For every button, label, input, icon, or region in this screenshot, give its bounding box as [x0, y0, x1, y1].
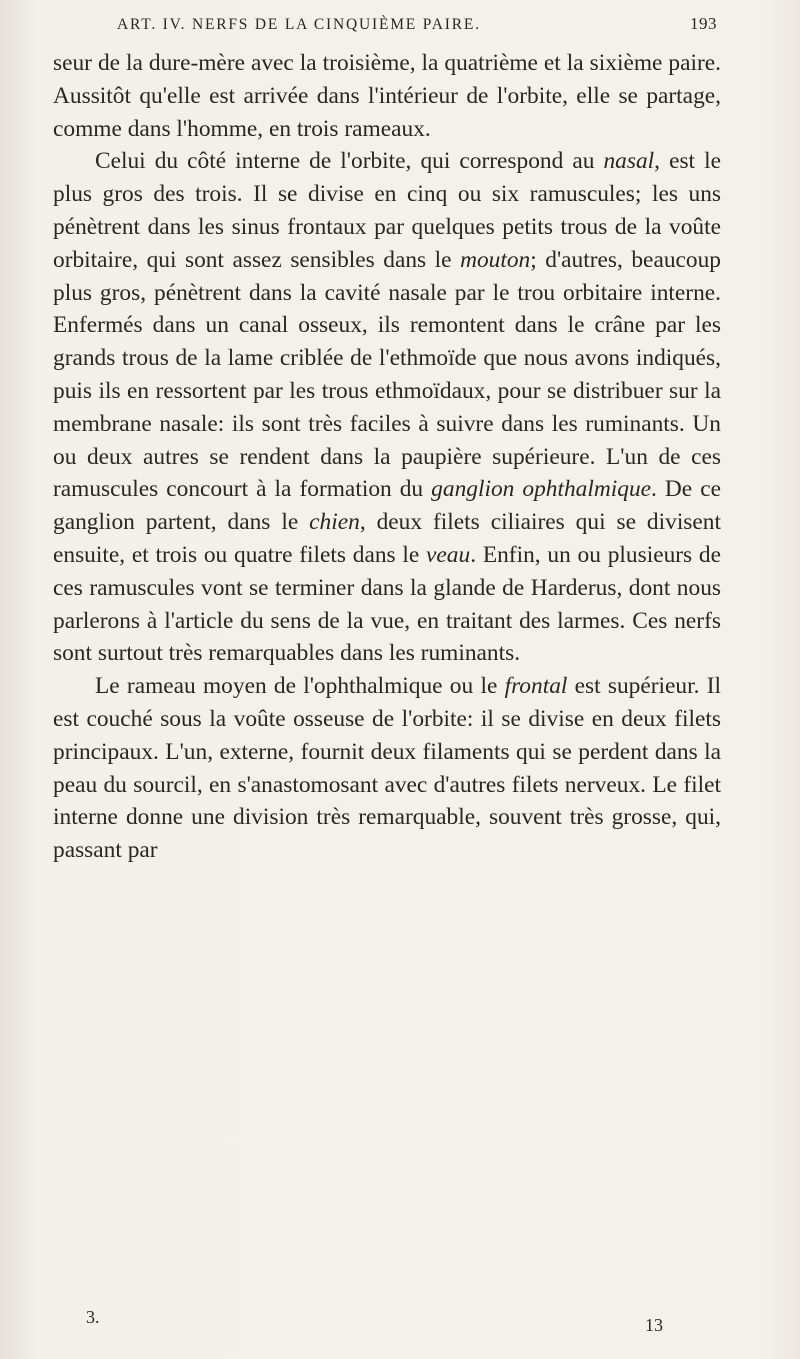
text-run: , deux filets ciliaires qui se divisent ensuite, et trois ou quatre filets dans le — [53, 509, 721, 568]
italic-term: chien — [309, 509, 360, 536]
sheet-number: 13 — [645, 1315, 663, 1335]
paragraph — [53, 145, 721, 670]
text-run: . Enfin, un ou plusieurs de ces ramuscules vont se terminer dans la glande de Harderus, dont nous parlerons à l'article du sens de la vue, en traitant des larmes. Ces nerfs sont surtout très remarquables dans les ruminants. — [53, 541, 722, 667]
text-run: Celui du côté interne de l'orbite, qui correspond au — [95, 148, 604, 175]
italic-term: frontal — [504, 673, 568, 700]
italic-term: veau — [426, 541, 471, 568]
paragraph — [53, 47, 721, 145]
text-run: Le rameau moyen de l'ophthalmique ou le — [95, 673, 505, 700]
italic-term: ganglion ophthalmique — [431, 476, 652, 503]
text-run: . De ce ganglion partent, dans le — [53, 476, 721, 536]
text-run: , est le plus gros des trois. Il se divise en cinq ou six ramuscules; les uns pénètrent dans les sinus frontaux par quelques petits trous de la voûte orbitaire, qui sont assez sensibles dans le — [53, 148, 721, 273]
italic-term: mouton — [460, 246, 531, 273]
body-text — [53, 47, 721, 867]
signature-mark: 3. — [86, 1307, 100, 1327]
italic-term: nasal — [603, 148, 655, 175]
page-number: 193 — [690, 14, 717, 33]
paragraph — [53, 670, 721, 867]
running-title: ART. IV. NERFS DE LA CINQUIÈME PAIRE. — [117, 16, 481, 33]
page-header — [117, 14, 717, 34]
text-run: ; d'autres, beaucoup plus gros, pénètrent dans la cavité nasale par le trou orbitaire interne. Enfermés dans un canal osseux, ils remontent dans le crâne par les grands trous de la lame criblée de l'ethmoïde que nous avons indiqués, puis ils en ressortent par les trous ethmoïdaux, pour se distribuer sur la membrane nasale: ils sont très faciles à suivre dans les ruminants. Un ou deux autres se rendent dans la paupière supérieure. L'un de ces ramuscules concourt à la formation du — [53, 246, 721, 503]
text-run: seur de la dure-mère avec la troisième, la quatrième et la sixième paire. Aussitôt qu'elle est arrivée dans l'intérieur de l'orbite, elle se partage, comme dans l'homme, en trois rameaux. — [53, 50, 721, 142]
text-run: est supérieur. Il est couché sous la voûte osseuse de l'orbite: il se divise en deux filets principaux. L'un, externe, fournit deux filaments qui se perdent dans la peau du sourcil, en s'anastomosant avec d'autres filets nerveux. Le filet interne donne une division très remarquable, souvent très grosse, qui, passant par — [53, 673, 722, 864]
